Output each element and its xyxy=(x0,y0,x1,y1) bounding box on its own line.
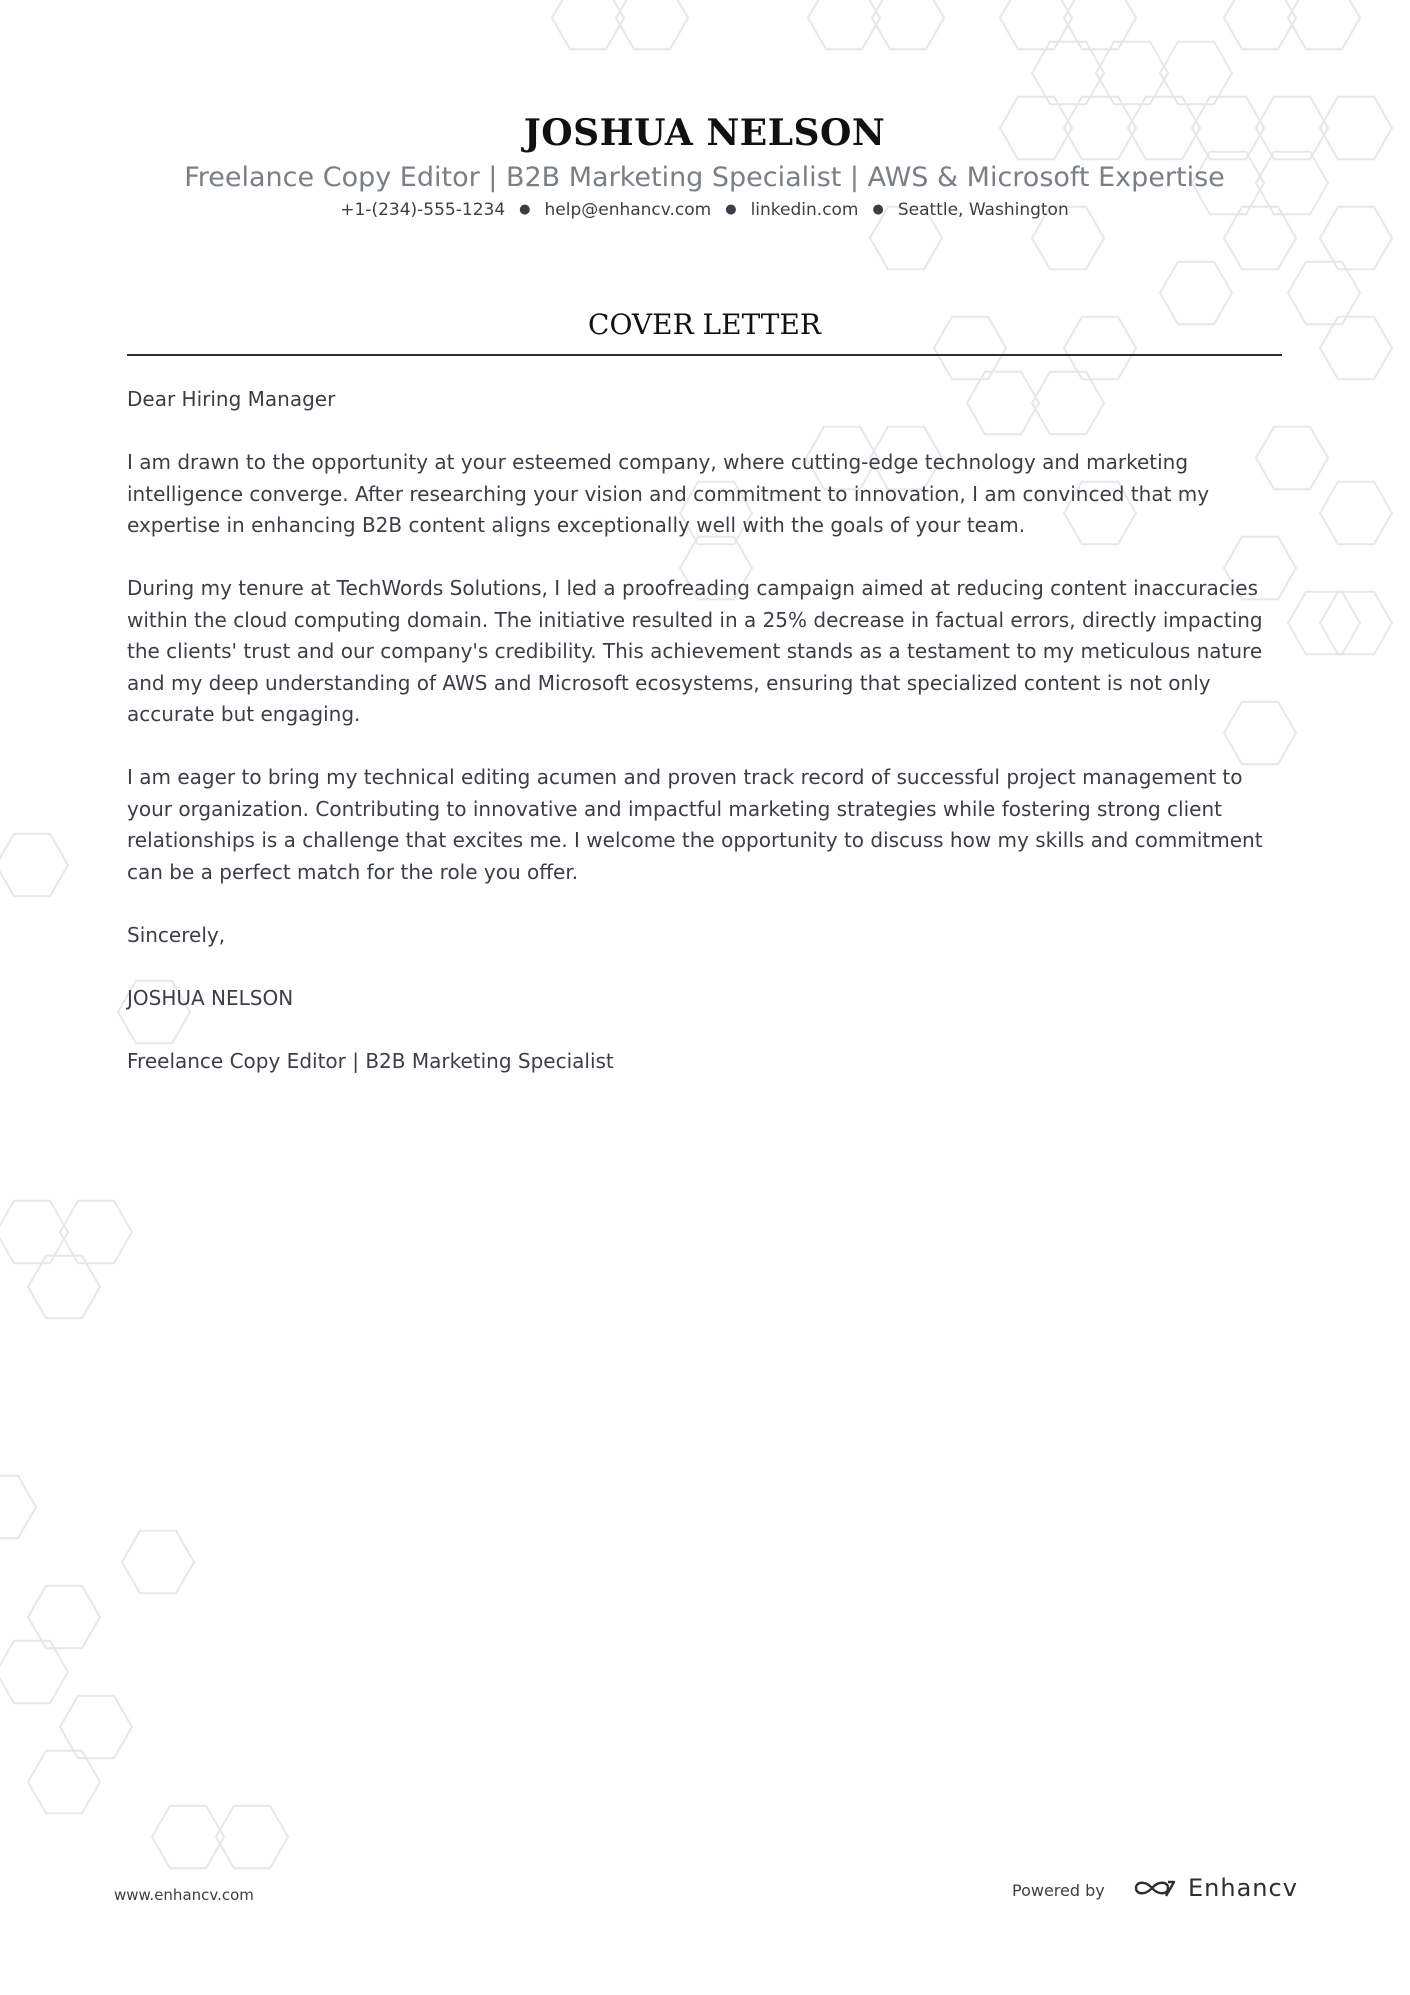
letter-paragraph: I am eager to bring my technical editing acumen and proven track record of successful project management to your organization. Contributing to innovative and impactful marketing strategies while fostering strong client relationships is a challenge that excites me. I welcome the opportunity to discuss how my skills and commitment can be a perfect match for the role you offer. xyxy=(127,765,1263,884)
section-title: COVER LETTER xyxy=(588,308,821,341)
hexagon-shape xyxy=(1224,0,1296,49)
hexagon-shape xyxy=(616,0,688,49)
hexagon-shape xyxy=(1096,42,1168,104)
hexagon-shape xyxy=(60,1696,132,1758)
section-divider xyxy=(127,354,1282,356)
hexagon-shape xyxy=(122,1531,194,1593)
letter-greeting: Dear Hiring Manager xyxy=(127,387,336,411)
hexagon-shape xyxy=(28,1256,100,1318)
footer-website-link[interactable]: www.enhancv.com xyxy=(114,1886,254,1904)
separator-dot: ● xyxy=(725,202,737,217)
letter-body xyxy=(127,384,1282,1109)
candidate-headline: Freelance Copy Editor | B2B Marketing Specialist | AWS & Microsoft Expertise xyxy=(184,162,1225,193)
contact-location: Seattle, Washington xyxy=(897,200,1069,220)
hexagon-shape xyxy=(1320,592,1392,654)
letter-paragraph: During my tenure at TechWords Solutions, I led a proofreading campaign aimed at reducing content inaccuracies within the cloud computing domain. The initiative resulted in a 25% decrease in factual errors, directly impacting the clients' trust and our company's credibility. This achievement stands as a testament to my meticulous nature and my deep understanding of AWS and Microsoft ecosystems, ensuring that specialized content is not only accurate but engaging. xyxy=(127,576,1263,726)
separator-dot: ● xyxy=(519,202,531,217)
enhancv-logo-icon xyxy=(1132,1876,1178,1900)
hexagon-shape xyxy=(0,1641,68,1703)
powered-by-label: Powered by xyxy=(1012,1881,1105,1900)
hexagon-shape xyxy=(1288,0,1360,49)
contact-info xyxy=(127,200,1282,220)
hexagon-shape xyxy=(1320,482,1392,544)
contact-linkedin: linkedin.com xyxy=(750,200,859,220)
hexagon-shape xyxy=(152,1806,224,1868)
hexagon-shape xyxy=(1000,0,1072,49)
hexagon-shape xyxy=(808,0,880,49)
hexagon-shape xyxy=(216,1806,288,1868)
brand-name: Enhancv xyxy=(1188,1874,1298,1902)
hexagon-shape xyxy=(0,1201,68,1263)
hexagon-shape xyxy=(60,1201,132,1263)
hexagon-shape xyxy=(872,0,944,49)
hexagon-shape xyxy=(1320,207,1392,269)
hexagon-shape xyxy=(552,0,624,49)
hexagon-shape xyxy=(1288,262,1360,324)
hexagon-shape xyxy=(1288,592,1360,654)
hexagon-shape xyxy=(28,1586,100,1648)
letter-closing: Sincerely, xyxy=(127,922,226,947)
signature-title: Freelance Copy Editor | B2B Marketing Specialist xyxy=(127,1048,614,1073)
hexagon-shape xyxy=(1320,317,1392,379)
brand-logo[interactable] xyxy=(1132,1874,1298,1902)
hexagon-shape xyxy=(28,1751,100,1813)
letter-paragraph: I am drawn to the opportunity at your esteemed company, where cutting-edge technology and marketing intelligence converge. After researching your vision and commitment to innovation, I am convinced that my expertise in enhancing B2B content aligns exceptionally well with the goals of your team. xyxy=(127,450,1210,537)
contact-phone: +1-(234)-555-1234 xyxy=(340,200,506,220)
candidate-name: JOSHUA NELSON xyxy=(523,112,886,154)
hexagon-shape xyxy=(0,1476,36,1538)
hexagon-shape xyxy=(1160,42,1232,104)
hexagon-shape xyxy=(1320,97,1392,159)
hexagon-shape xyxy=(1064,0,1136,49)
signature-name: JOSHUA NELSON xyxy=(127,985,294,1010)
hexagon-shape xyxy=(0,834,68,896)
separator-dot: ● xyxy=(872,202,884,217)
contact-email: help@enhancv.com xyxy=(544,200,712,220)
hexagon-shape xyxy=(1032,42,1104,104)
